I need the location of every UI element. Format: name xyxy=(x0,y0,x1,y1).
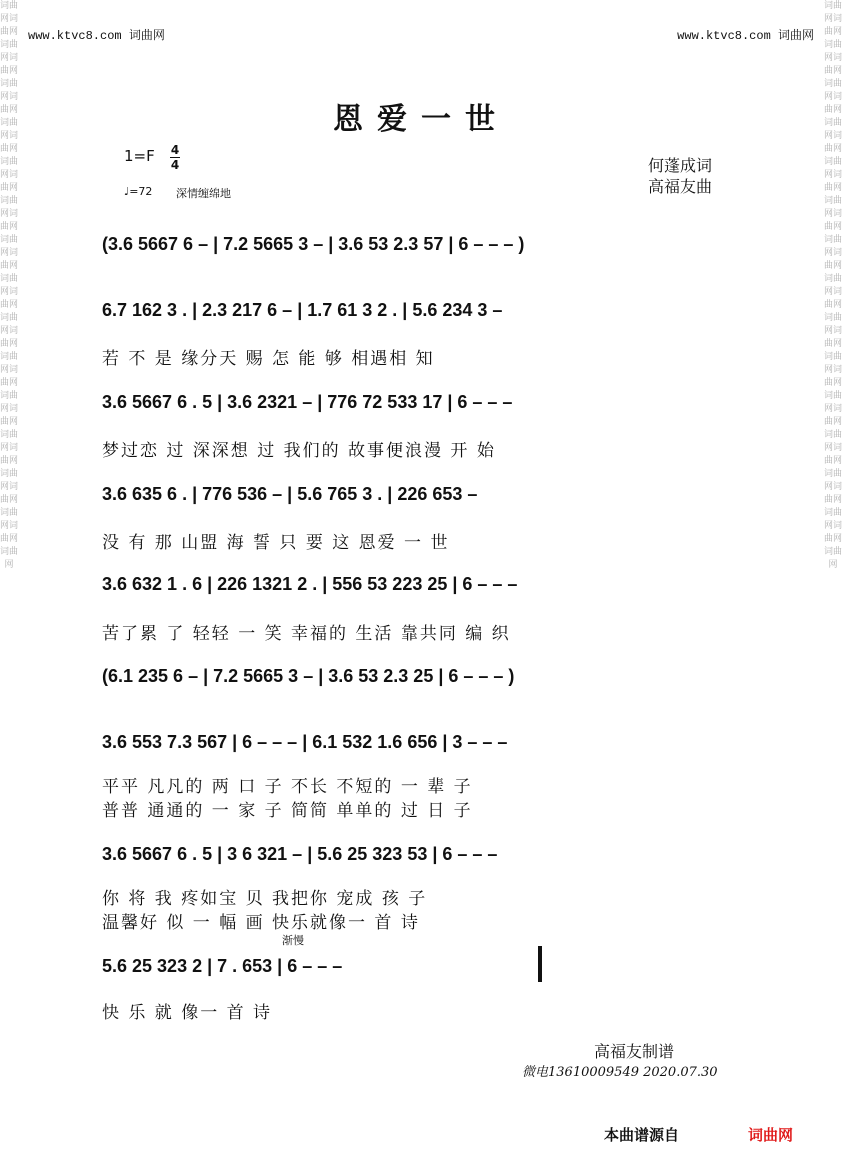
score-line-3 xyxy=(102,392,742,426)
site-url-left[interactable]: www.ktvc8.com 词曲网 xyxy=(28,29,165,43)
time-signature-bottom: 4 xyxy=(170,158,180,172)
score-line-6 xyxy=(102,666,742,700)
key-signature: 1=F xyxy=(124,147,155,165)
notation-line-5: 3.6 632 1 . 6 | 226 1321 2 . | 556 53 223 25 | 6 – – – xyxy=(102,574,518,594)
ritardando-marking: 渐慢 xyxy=(282,934,304,947)
lyric-line-7-verse-1: 平平 凡凡的 两 口 子 不长 不短的 一 辈 子 xyxy=(102,777,473,797)
lyric-line-3: 梦过恋 过 深深想 过 我们的 故事便浪漫 开 始 xyxy=(102,441,496,461)
song-title: 恩爱一世 xyxy=(333,102,509,137)
notation-line-2: 6.7 162 3 . | 2.3 217 6 – | 1.7 61 3 2 . | 5.6 234 3 – xyxy=(102,300,503,320)
notation-line-7: 3.6 553 7.3 567 | 6 – – – | 6.1 532 1.6 656 | 3 – – – xyxy=(102,732,508,752)
tempo-marking: ♩=72 xyxy=(124,185,153,198)
score-line-5 xyxy=(102,574,742,608)
lyric-line-8-verse-1: 你 将 我 疼如宝 贝 我把你 宠成 孩 子 xyxy=(102,889,428,909)
side-watermark-right: 词曲网词曲网词曲网词曲网词曲网词曲网词曲网词曲网词曲网词曲网词曲网词曲网词曲网词曲网词曲网词曲网词曲网词曲网词曲网词曲网词曲网词曲网词曲网词曲网词曲网词曲网词曲网词曲网词曲网 xyxy=(824,1,842,570)
site-url-right[interactable]: www.ktvc8.com 词曲网 xyxy=(677,29,814,43)
time-signature-top: 4 xyxy=(170,143,180,157)
time-signature xyxy=(170,144,180,171)
source-label: 本曲谱源自 xyxy=(604,1126,680,1144)
lyric-line-7-verse-2: 普普 通通的 一 家 子 简简 单单的 过 日 子 xyxy=(102,801,473,821)
expression-marking: 深情缠绵地 xyxy=(176,187,231,200)
score-producer: 高福友制谱 xyxy=(594,1042,675,1061)
notation-line-4: 3.6 635 6 . | 776 536 – | 5.6 765 3 . | 226 653 – xyxy=(102,484,478,504)
lyric-line-9: 快 乐 就 像一 首 诗 xyxy=(102,1003,273,1023)
score-line-9 xyxy=(102,956,562,990)
lyric-line-8-verse-2: 温馨好 似 一 幅 画 快乐就像一 首 诗 xyxy=(102,913,420,933)
side-watermark-left: 词曲网词曲网词曲网词曲网词曲网词曲网词曲网词曲网词曲网词曲网词曲网词曲网词曲网词曲网词曲网词曲网词曲网词曲网词曲网词曲网词曲网词曲网词曲网词曲网词曲网词曲网词曲网词曲网词曲网 xyxy=(0,1,19,570)
score-line-1 xyxy=(102,234,742,268)
notation-line-3: 3.6 5667 6 . 5 | 3.6 2321 – | 776 72 533 17 | 6 – – – xyxy=(102,392,513,412)
score-line-8 xyxy=(102,844,742,878)
lyric-line-5: 苦了累 了 轻轻 一 笑 幸福的 生活 靠共同 编 织 xyxy=(102,624,511,644)
score-line-4 xyxy=(102,484,742,518)
composer-credit: 高福友曲 xyxy=(648,177,713,196)
notation-line-8: 3.6 5667 6 . 5 | 3 6 321 – | 5.6 25 323 53 | 6 – – – xyxy=(102,844,498,864)
final-barline xyxy=(538,946,542,982)
producer-contact: 微电13610009549 2020.07.30 xyxy=(522,1065,718,1080)
lyricist-credit: 何蓬成词 xyxy=(648,156,713,175)
notation-line-9: 5.6 25 323 2 | 7 . 653 | 6 – – – xyxy=(102,956,343,976)
score-line-7 xyxy=(102,732,742,766)
notation-line-6: (6.1 235 6 – | 7.2 5665 3 – | 3.6 53 2.3 25 | 6 – – – ) xyxy=(102,666,515,686)
source-brand-link[interactable]: 词曲网 xyxy=(748,1126,794,1144)
lyric-line-4: 没 有 那 山盟 海 誓 只 要 这 恩爱 一 世 xyxy=(102,533,450,553)
score-line-2 xyxy=(102,300,742,334)
lyric-line-2: 若 不 是 缘分天 赐 怎 能 够 相遇相 知 xyxy=(102,349,435,369)
notation-line-1: (3.6 5667 6 – | 7.2 5665 3 – | 3.6 53 2.3 57 | 6 – – – ) xyxy=(102,234,525,254)
